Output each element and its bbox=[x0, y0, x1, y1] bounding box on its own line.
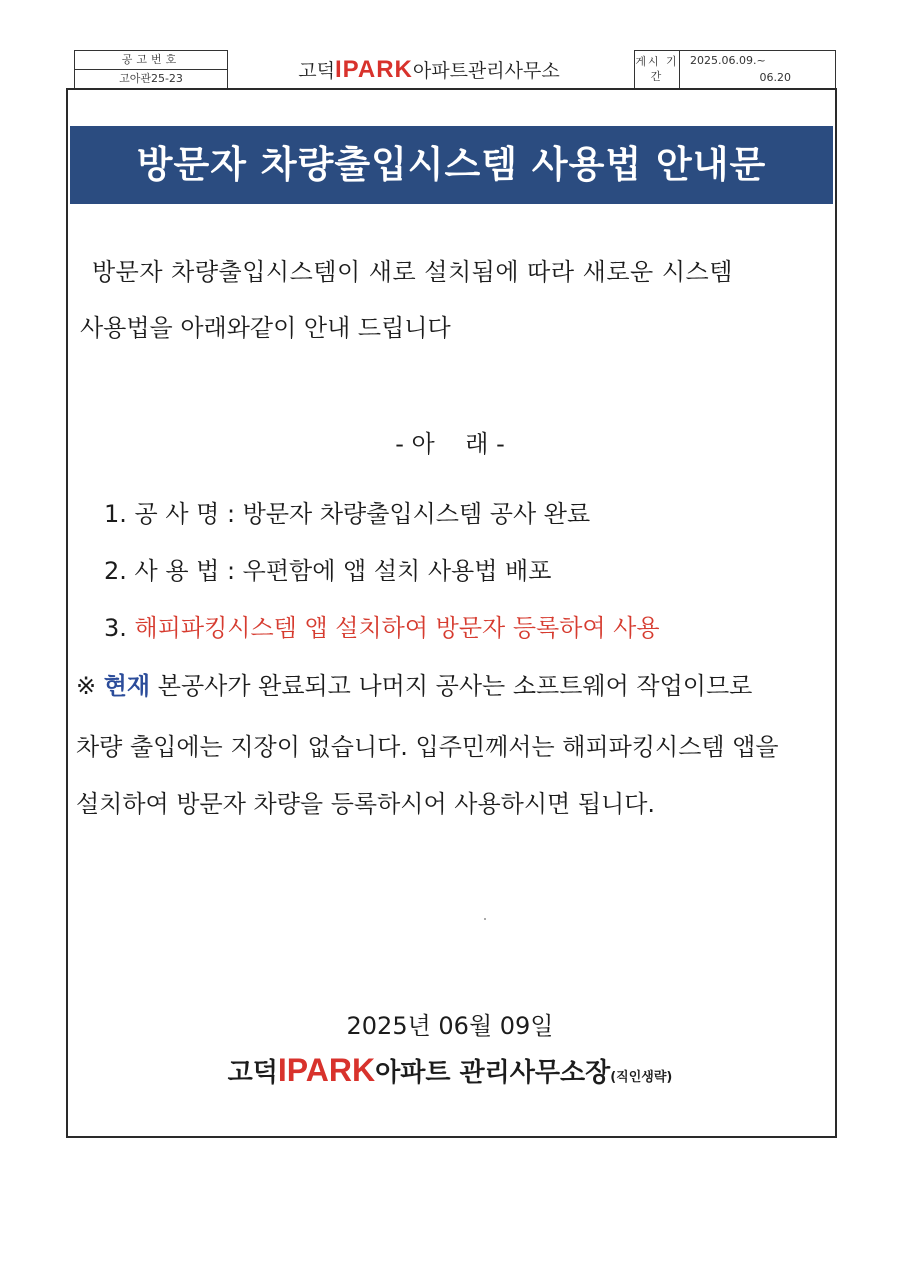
office-prefix: 고덕 bbox=[298, 60, 335, 82]
below-heading: - 아 래 - bbox=[395, 430, 505, 458]
posting-period-label: 게시 기간 bbox=[635, 51, 680, 88]
period-end: 06.20 bbox=[759, 71, 791, 84]
signature bbox=[0, 1052, 900, 1089]
seal-note: (직인생략) bbox=[610, 1070, 673, 1085]
notice-date: 2025년 06월 09일 bbox=[346, 1012, 554, 1040]
signature-suffix: 아파트 관리사무소장 bbox=[375, 1058, 611, 1088]
intro-line-1: 방문자 차량출입시스템이 새로 설치됨에 따라 새로운 시스템 bbox=[92, 258, 733, 286]
notice-number-label: 공고번호 bbox=[75, 51, 227, 70]
list-item: 2. 사 용 법 : 우편함에 앱 설치 사용법 배포 bbox=[104, 557, 552, 585]
list-item: 1. 공 사 명 : 방문자 차량출입시스템 공사 완료 bbox=[104, 500, 591, 528]
signature-prefix: 고덕 bbox=[227, 1058, 278, 1088]
posting-period-value bbox=[680, 51, 835, 88]
note-line-1 bbox=[76, 666, 752, 701]
note-line-2: 차량 출입에는 지장이 없습니다. 입주민께서는 해피파킹시스템 앱을 bbox=[76, 733, 779, 761]
note-highlight: 현재 bbox=[103, 672, 151, 700]
notice-number-box bbox=[74, 50, 228, 89]
posting-period-box bbox=[634, 50, 836, 89]
list-item bbox=[104, 608, 660, 643]
brand-logo: IPARK bbox=[334, 56, 413, 83]
period-start: 2025.06.09.~ bbox=[690, 54, 766, 67]
list-item-number: 3. bbox=[104, 614, 127, 642]
office-title bbox=[228, 52, 630, 88]
scan-speck bbox=[484, 918, 486, 920]
note-mark: ※ bbox=[76, 672, 97, 700]
notice-number-value: 고아관25-23 bbox=[119, 72, 183, 85]
page-title: 방문자 차량출입시스템 사용법 안내문 bbox=[136, 143, 767, 186]
list-item-highlight: 해피파킹시스템 앱 설치하여 방문자 등록하여 사용 bbox=[134, 614, 660, 642]
office-suffix: 아파트관리사무소 bbox=[412, 60, 560, 82]
intro-line-2: 사용법을 아래와같이 안내 드립니다 bbox=[80, 314, 451, 342]
note-line-3: 설치하여 방문자 차량을 등록하시어 사용하시면 됩니다. bbox=[76, 790, 656, 818]
signature-brand-logo: IPARK bbox=[277, 1052, 376, 1088]
note-line-1-text: 본공사가 완료되고 나머지 공사는 소프트웨어 작업이므로 bbox=[157, 672, 753, 700]
